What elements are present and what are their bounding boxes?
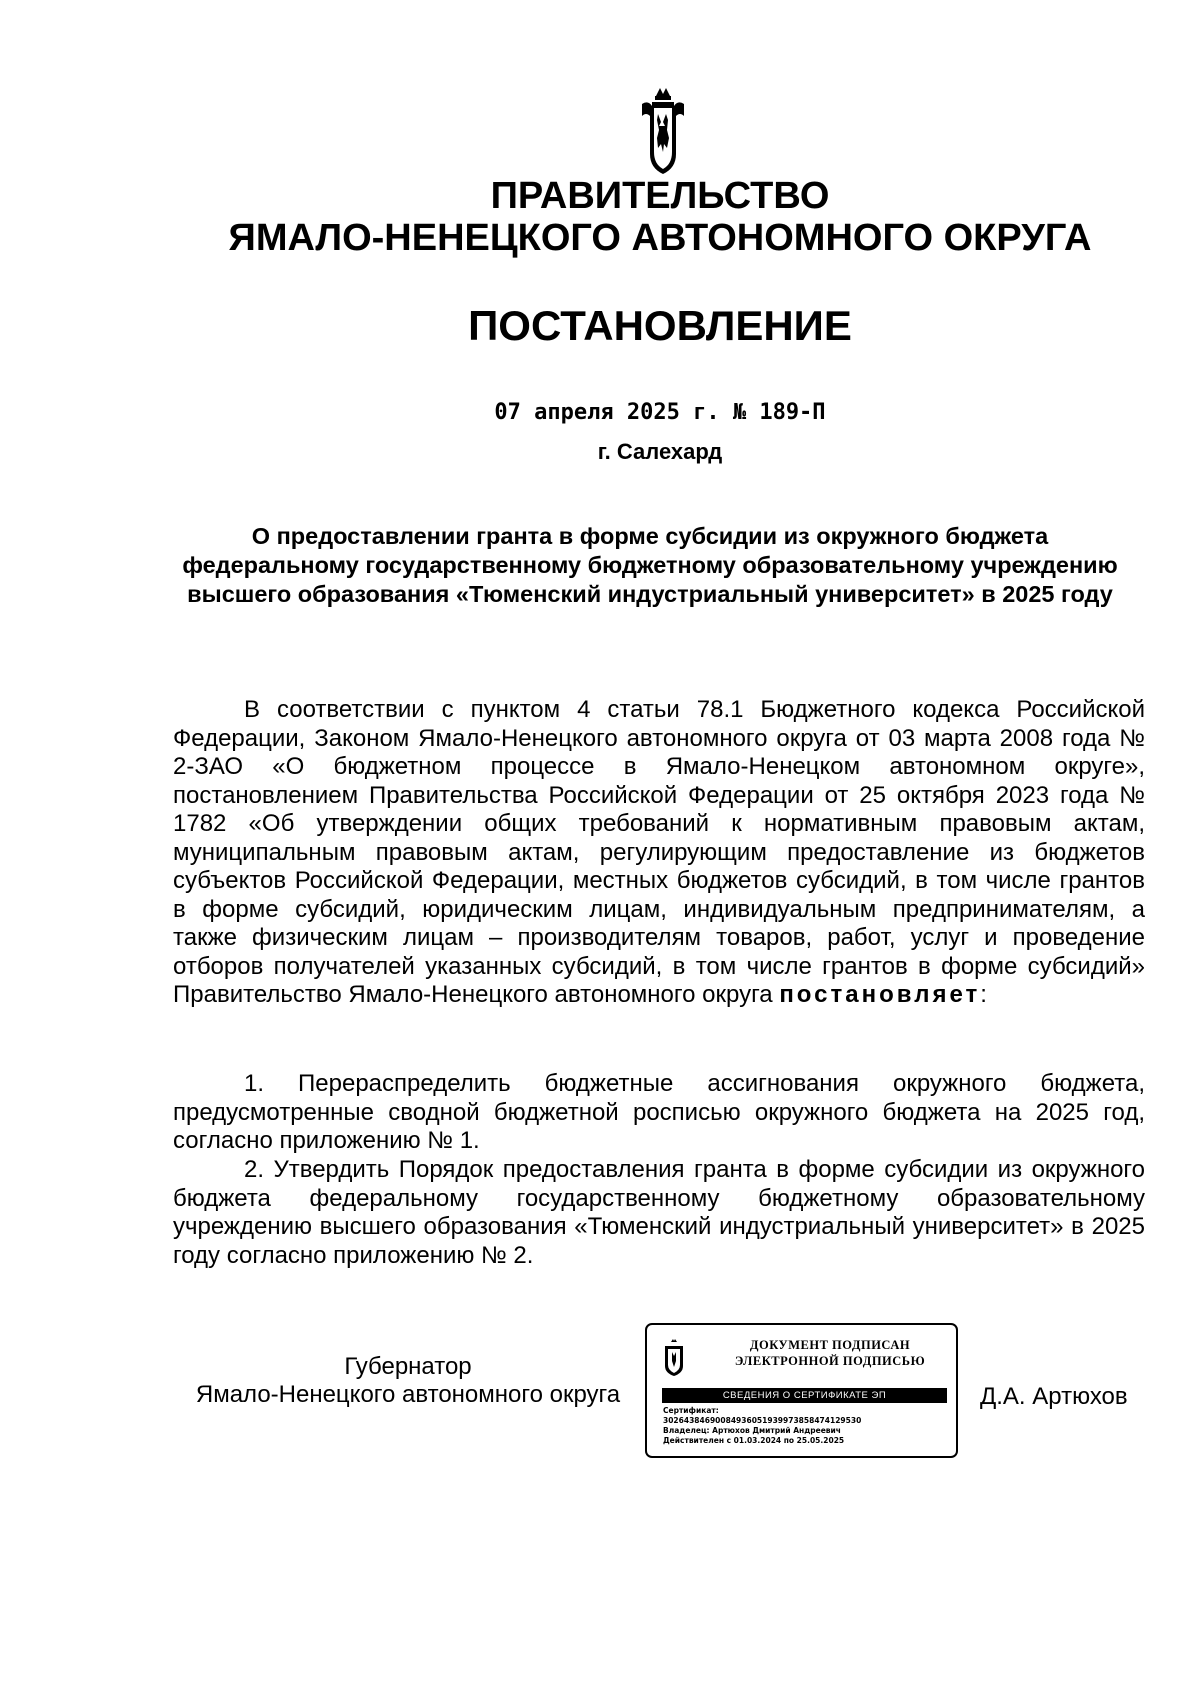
item-2: 2. Утвердить Порядок предоставления гранта в форме субсидии из окружного бюджета федеральному государственному бюджетному образовательному учреждению высшего образования «Тюменский индустриальный университет» в 2025 году согласно приложению № 2. (173, 1156, 1145, 1269)
coat-of-arms-icon (634, 86, 692, 178)
stamp-certificate-bar: СВЕДЕНИЯ О СЕРТИФИКАТЕ ЭП (662, 1388, 947, 1403)
resolves-word: постановляет (779, 981, 981, 1008)
signatory-title-line2: Ямало-Ненецкого автономного округа (195, 1381, 621, 1408)
decree-subject: О предоставлении гранта в форме субсидии из окружного бюджета федеральному государственному бюджетному образовательному учреждению высшего образования «Тюменский индустриальный университет» в 2025 году (182, 523, 1118, 607)
stamp-heading (709, 1337, 951, 1369)
resolves-colon: : (980, 981, 987, 1008)
government-name-line2: ЯМАЛО-НЕНЕЦКОГО АВТОНОМНОГО ОКРУГА (228, 217, 1092, 259)
stamp-cert-number: 30264384690084936051939973858474129530 (663, 1416, 862, 1425)
signatory-title-line1: Губернатор (344, 1353, 472, 1380)
stamp-owner: Владелец: Артюхов Дмитрий Андреевич (663, 1426, 841, 1435)
preamble-text: В соответствии с пунктом 4 статьи 78.1 Бюджетного кодекса Российской Федерации, Законом Ямало-Ненецкого автономного округа от 03 марта 2008 года № 2-ЗАО «О бюджетном процессе в Ямало-Ненецком автономном округе», постановлением Правительства Российской Федерации от 25 октября 2023 года № 1782 «Об утверждении общих требований к нормативным правовым актам, муниципальным правовым актам, регулирующим предоставление из бюджетов субъектов Российской Федерации, местных бюджетов субсидий, в том числе грантов в форме субсидий, юридическим лицам, индивидуальным предпринимателям, а также физическим лицам – производителям товаров, работ, услуг и проведение отборов получателей указанных субсидий, в том числе грантов в форме субсидий» Правительство Ямало-Ненецкого автономного округа (173, 696, 1145, 1008)
item-1: 1. Перераспределить бюджетные ассигнования окружного бюджета, предусмотренные сводной бюджетной росписью окружного бюджета на 2025 год, согласно приложению № 1. (173, 1070, 1145, 1154)
preamble-paragraph (173, 696, 1145, 1010)
signatory-name: Д.А. Артюхов (980, 1383, 1128, 1410)
stamp-heading-line1: ДОКУМЕНТ ПОДПИСАН (749, 1338, 911, 1352)
government-name-line1: ПРАВИТЕЛЬСТВО (490, 175, 830, 217)
document-type-title: ПОСТАНОВЛЕНИЕ (468, 302, 852, 349)
stamp-cert-label: Сертификат: (663, 1406, 719, 1415)
stamp-validity: Действителен с 01.03.2024 по 25.05.2025 (663, 1436, 845, 1445)
stamp-emblem-icon (663, 1339, 685, 1377)
date-and-number: 07 апреля 2025 г. № 189-П (494, 400, 826, 425)
electronic-signature-stamp (645, 1323, 958, 1458)
signatory-title (173, 1353, 643, 1409)
stamp-heading-line2: ЭЛЕКТРОННОЙ ПОДПИСЬЮ (734, 1354, 926, 1368)
city: г. Салехард (597, 439, 723, 464)
